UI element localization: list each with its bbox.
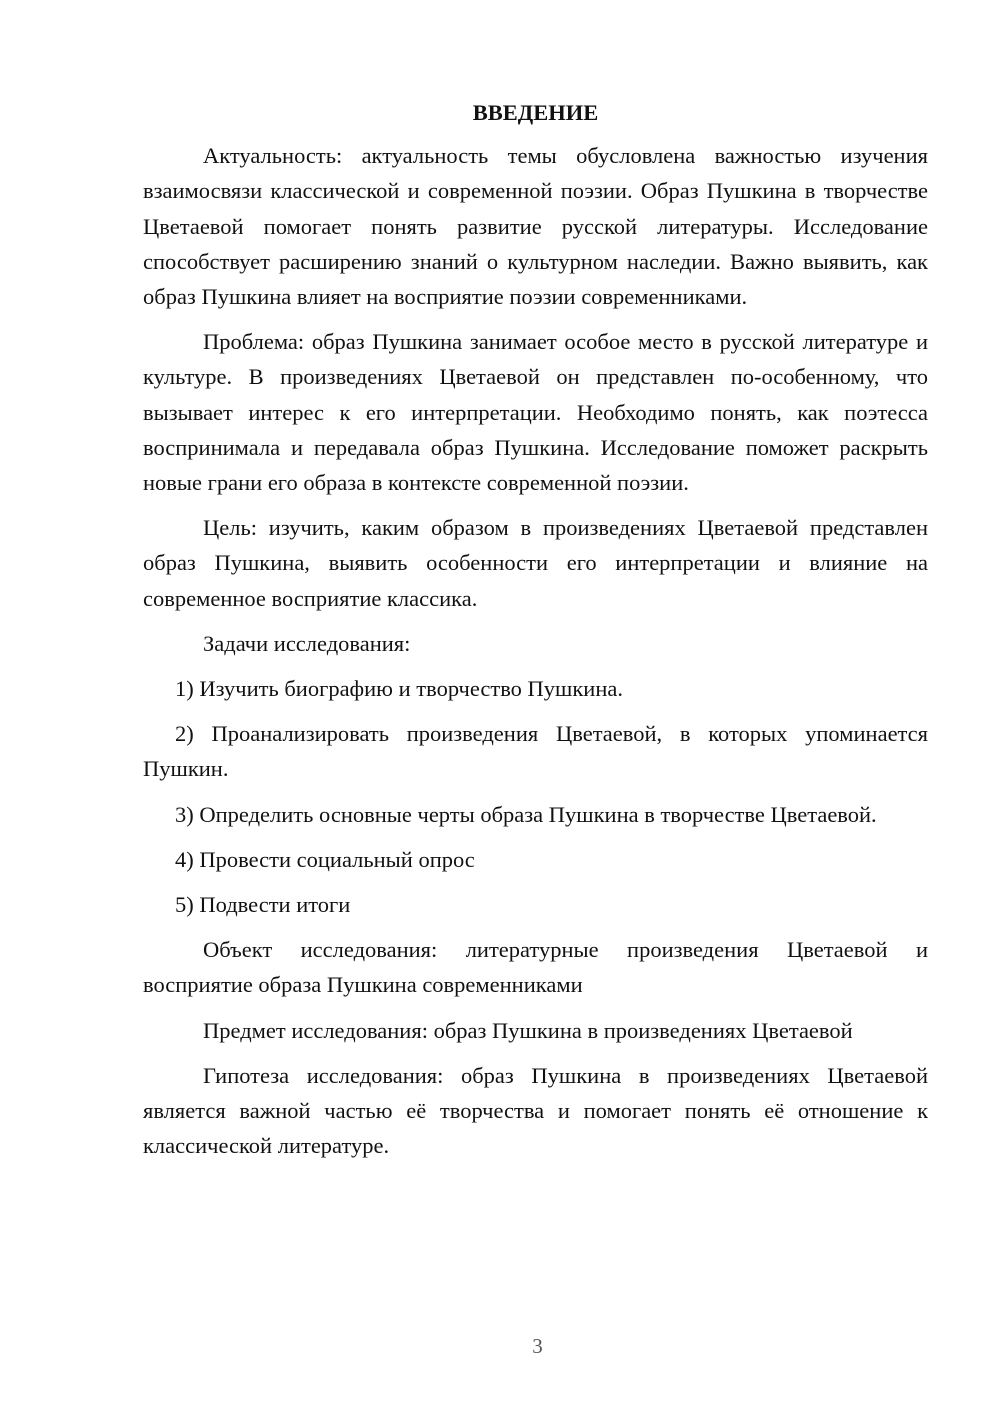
page-content (143, 95, 928, 1173)
task-item: 1) Изучить биографию и творчество Пушкина. (175, 676, 624, 702)
subject-paragraph: Предмет исследования: образ Пушкина в произведениях Цветаевой (203, 1017, 853, 1043)
object-paragraph: Объект исследования: литературные произведения Цветаевой и восприятие образа Пушкина современниками (143, 937, 928, 998)
problem-paragraph: Проблема: образ Пушкина занимает особое место в русской литературе и культуре. В произведениях Цветаевой он представлен по-особенному, что вызывает интерес к его интерпретации. Необходимо понять, как поэтесса воспринимала и передавала образ Пушкина. Исследование поможет раскрыть новые грани его образа в контексте современной поэзии. (143, 329, 928, 496)
goal-paragraph: Цель: изучить, каким образом в произведениях Цветаевой представлен образ Пушкина, выявить особенности его интерпретации и влияние на современное восприятие классика. (143, 515, 928, 611)
section-title: ВВЕДЕНИЕ (472, 100, 599, 125)
task-item: 2) Проанализировать произведения Цветаевой, в которых упоминается Пушкин. (143, 721, 928, 782)
relevance-paragraph: Актуальность: актуальность темы обусловлена важностью изучения взаимосвязи классической и современной поэзии. Образ Пушкина в творчестве Цветаевой помогает понять развитие русской литературы. Исследование способствует расширению знаний о культурном наследии. Важно выявить, как образ Пушкина влияет на восприятие поэзии современниками. (143, 143, 928, 310)
page-number: 3 (532, 1334, 543, 1358)
tasks-heading: Задачи исследования: (203, 630, 411, 656)
task-item: 4) Провести социальный опрос (175, 846, 475, 872)
task-item: 3) Определить основные черты образа Пушкина в творчестве Цветаевой. (175, 801, 877, 827)
task-item: 5) Подвести итоги (175, 892, 351, 918)
hypothesis-paragraph: Гипотеза исследования: образ Пушкина в произведениях Цветаевой является важной частью её творчества и помогает понять её отношение к классической литературе. (143, 1062, 928, 1159)
